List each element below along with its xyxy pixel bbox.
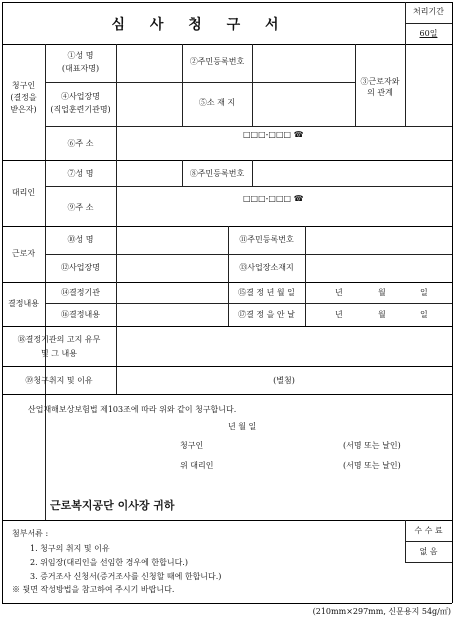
declaration-agent-label: 위 대리인 <box>180 461 214 470</box>
declaration-text: 산업재해보상보험법 제103조에 따라 위와 같이 청구합니다. <box>28 405 237 414</box>
worker-mid-line <box>228 226 229 282</box>
claimant-address-label-line <box>116 126 117 160</box>
border-top <box>2 2 452 3</box>
declaration-claimant-label: 청구인 <box>180 441 204 450</box>
claimant-row2-line <box>45 126 452 127</box>
decision-date-day: 일 <box>420 288 428 297</box>
agent-mid-line2 <box>252 160 253 186</box>
claimant-relation-label: ③근로자와 의 관계 <box>360 77 400 98</box>
claimant-workplace-sub: (직업훈련기관명) <box>50 105 111 114</box>
processing-label: 처리기간 <box>413 7 444 16</box>
worker-workplace-addr-label: ⑬사업장소재지 <box>239 263 294 272</box>
worker-workplace-label: ⑫사업장명 <box>61 263 100 272</box>
worker-bottom-line <box>2 282 452 283</box>
decision-date-month: 월 <box>378 288 386 297</box>
claimant-bottom-line <box>2 160 452 161</box>
claimant-row1-line <box>45 82 355 83</box>
agent-label-line <box>116 160 117 226</box>
decision-agency-label: ⑭결정기관 <box>61 288 100 297</box>
claimant-location-label: ⑤소 재 지 <box>198 98 236 107</box>
claimant-address-label: ⑥주 소 <box>67 139 94 148</box>
notice-label-line2: 및 그 내용 <box>41 349 77 358</box>
paper-size-note: (210mm×297mm, 신문용지 54g/㎡) <box>312 607 451 616</box>
processing-period: 60일 <box>419 29 438 38</box>
claimant-rrn-label: ②주민등록번호 <box>189 57 245 66</box>
claimant-section-label: 청구인 (결정을 받은자) <box>10 81 37 114</box>
claimant-zip-phone: □□□-□□□ ☎ <box>243 130 304 139</box>
agent-zip-phone: □□□-□□□ ☎ <box>243 194 304 203</box>
fee-bottom-line <box>405 562 452 563</box>
claimant-name-label: ①성 명 <box>67 51 94 60</box>
claimant-name-sub: (대표자명) <box>61 64 100 73</box>
border-right <box>452 2 453 603</box>
attachment-item-2: 2. 위임장(대리인을 선임한 경우에 한합니다.) <box>30 558 188 567</box>
attachments-note: ※ 뒷면 작성방법을 참고하여 주시기 바랍니다. <box>12 585 175 594</box>
agent-row-line <box>45 186 452 187</box>
claimant-relation-line2 <box>405 44 406 126</box>
decision-notice-year: 년 <box>335 310 343 319</box>
decision-mid-line2 <box>305 282 306 326</box>
agent-address-label: ⑨주 소 <box>67 203 94 212</box>
fee-mid-line <box>405 541 452 542</box>
processing-mid-line <box>405 23 452 24</box>
worker-name-label: ⑩성 명 <box>67 235 94 244</box>
worker-rrn-label: ⑪주민등록번호 <box>239 235 294 244</box>
worker-row-line <box>45 254 452 255</box>
worker-mid-line2 <box>305 226 306 282</box>
attachments-heading: 첨부서류 : <box>12 529 49 538</box>
claimant-label-line <box>116 44 117 126</box>
addressee: 근로복지공단 이사장 귀하 <box>50 499 175 512</box>
agent-name-label: ⑦성 명 <box>67 169 94 178</box>
fee-label: 수 수 료 <box>414 526 443 535</box>
form-title: 심 사 청 구 서 <box>111 17 289 33</box>
decision-notice-label: ⑰결 정 을 안 날 <box>238 310 295 319</box>
notice-bottom-line <box>2 366 452 367</box>
declaration-date: 년 월 일 <box>228 422 257 431</box>
decision-notice-month: 월 <box>378 310 386 319</box>
agent-rrn-label: ⑧주민등록번호 <box>189 169 245 178</box>
attachment-item-1: 1. 청구의 취지 및 이유 <box>30 544 110 553</box>
declaration-agent-sign: (서명 또는 날인) <box>343 461 401 470</box>
decision-content-label: ⑯결정내용 <box>61 310 100 319</box>
attachment-item-3: 3. 증거조사 신청서(증거조사를 신청할 때에 한합니다.) <box>30 572 222 581</box>
worker-label-line <box>116 226 117 282</box>
notice-label-line1: ⑱결정기관의 고지 유무 <box>17 335 101 344</box>
decision-label-line <box>116 282 117 326</box>
claimant-mid-line2 <box>252 44 253 126</box>
agent-section-label: 대리인 <box>11 188 36 197</box>
declaration-bottom-line <box>2 520 452 521</box>
border-bottom <box>2 603 452 604</box>
claimant-workplace-label: ④사업장명 <box>61 92 100 101</box>
decision-row-line <box>45 303 452 304</box>
claimant-mid-line <box>182 44 183 126</box>
fee-value: 없 음 <box>419 547 438 556</box>
reason-label: ⑲청구취지 및 이유 <box>25 376 93 385</box>
reason-value: (별첨) <box>273 376 295 385</box>
decision-notice-day: 일 <box>420 310 428 319</box>
decision-date-label: ⑮결 정 년 월 일 <box>238 288 295 297</box>
reason-bottom-line <box>2 394 452 395</box>
agent-bottom-line <box>2 226 452 227</box>
declaration-claimant-sign: (서명 또는 날인) <box>343 441 401 450</box>
title-bottom-line <box>2 44 452 45</box>
decision-section-label: 결정내용 <box>8 299 39 308</box>
decision-bottom-line <box>2 326 452 327</box>
worker-section-label: 근로자 <box>11 249 36 258</box>
decision-date-year: 년 <box>335 288 343 297</box>
